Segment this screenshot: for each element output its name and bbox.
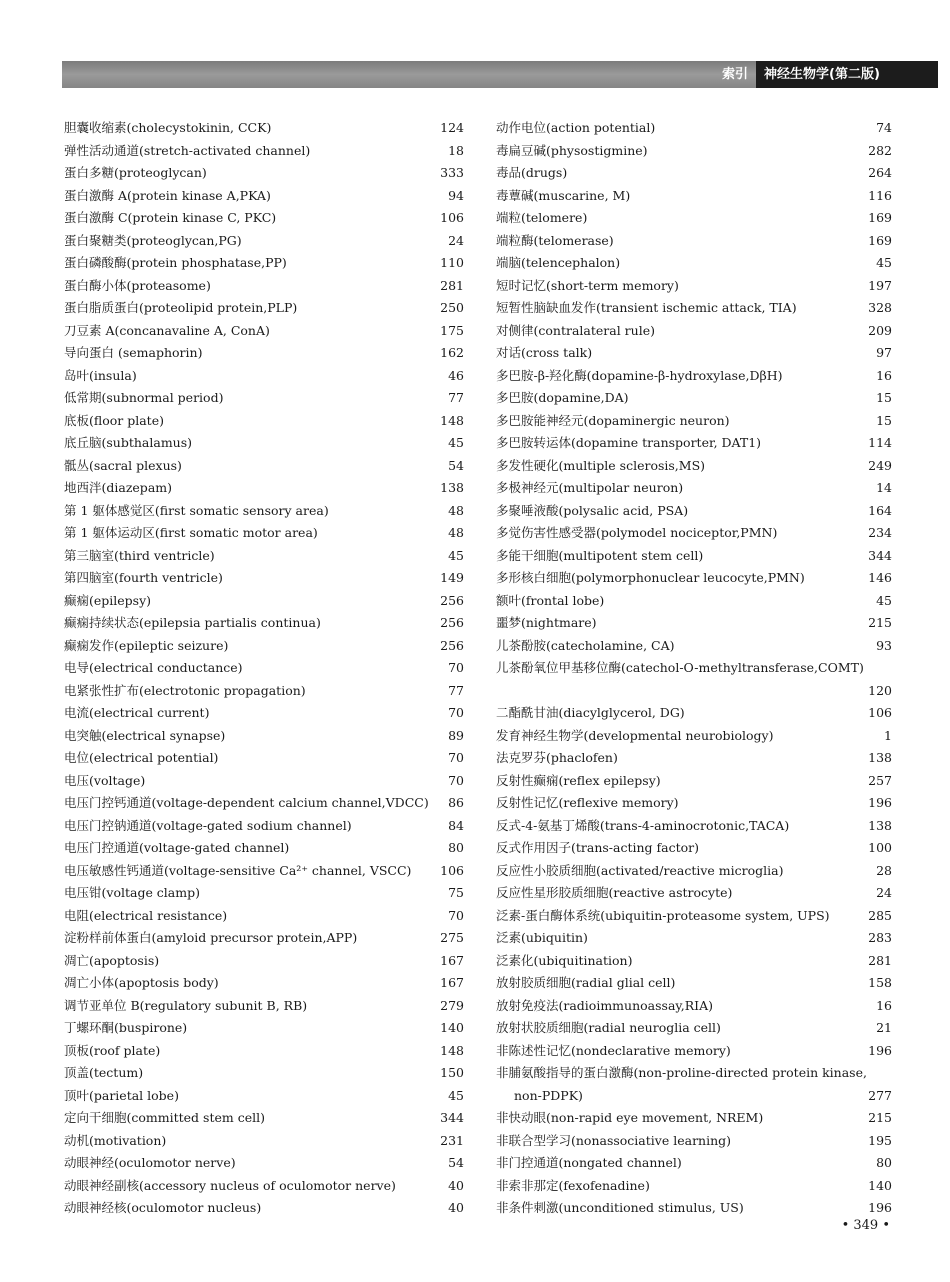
index-page-number: 256 [440, 637, 464, 653]
index-term: 端粒(telomere) [496, 210, 588, 225]
index-term: 地西泮(diazepam) [64, 480, 172, 495]
running-header-book-title: 神经生物学(第二版) [756, 61, 938, 88]
index-term: 顶叶(parietal lobe) [64, 1087, 179, 1103]
index-entry [496, 455, 892, 478]
index-entry [64, 702, 464, 725]
index-term: 放射胶质细胞(radial glial cell) [496, 975, 676, 990]
index-page-number: 45 [448, 435, 464, 450]
index-page-number: 89 [448, 727, 464, 743]
index-term: 放射免疫法(radioimmunoassay,RIA) [496, 997, 714, 1013]
index-term: 第四脑室(fourth ventricle) [64, 570, 223, 585]
index-term: 短时记忆(short-term memory) [496, 277, 679, 293]
index-term: 电阻(electrical resistance) [64, 907, 228, 923]
index-entry [64, 297, 464, 320]
index-entry [496, 275, 892, 298]
index-entry [64, 162, 464, 185]
index-term: 弹性活动通道(stretch-activated channel) [64, 142, 311, 158]
index-entry [64, 365, 464, 388]
index-term: 凋亡小体(apoptosis body) [64, 975, 219, 990]
index-term: 动眼神经副核(accessory nucleus of oculomotor nerve) [64, 1177, 396, 1193]
index-page-number: 97 [876, 345, 892, 360]
index-entry [64, 590, 464, 613]
index-term: 电压敏感性钙通道(voltage-sensitive Ca²⁺ channel, VSCC) [64, 862, 412, 878]
index-page-number: 162 [440, 345, 464, 360]
index-term: 顶板(roof plate) [64, 1042, 161, 1058]
index-page-number: 24 [448, 232, 464, 248]
index-page-number: 77 [448, 390, 464, 405]
index-entry [496, 1017, 892, 1040]
index-entry [496, 567, 892, 590]
index-term: 电压门控钠通道(voltage-gated sodium channel) [64, 817, 352, 833]
index-page-number: 164 [868, 502, 892, 518]
index-page-number: 146 [868, 570, 892, 585]
index-page-number: 124 [440, 120, 464, 135]
index-entry [64, 1175, 464, 1198]
index-term: 儿茶酚胺(catecholamine, CA) [496, 637, 675, 653]
index-page-number: 275 [440, 930, 464, 945]
index-column-left [64, 117, 464, 1220]
index-entry [64, 500, 464, 523]
index-term: 电位(electrical potential) [64, 750, 219, 765]
index-term: 岛叶(insula) [64, 367, 137, 383]
index-term: 多巴胺转运体(dopamine transporter, DAT1) [496, 435, 762, 450]
index-page-number: 231 [440, 1132, 464, 1148]
index-page-number: 196 [868, 1200, 892, 1215]
index-entry [64, 1152, 464, 1175]
index-page-number: 80 [876, 1155, 892, 1170]
index-page-number: 282 [868, 142, 892, 158]
index-term: 非陈述性记忆(nondeclarative memory) [496, 1042, 731, 1058]
index-page-number: 250 [440, 300, 464, 315]
index-page-number: 138 [868, 817, 892, 833]
index-term: 多发性硬化(multiple sclerosis,MS) [496, 457, 706, 473]
index-term: 刀豆素 A(concanavaline A, ConA) [64, 322, 270, 338]
index-page-number: 106 [440, 210, 464, 225]
index-page-number: 196 [868, 795, 892, 810]
index-entry [496, 927, 892, 950]
index-entry [64, 207, 464, 230]
index-term: 癫痫(epilepsy) [64, 592, 152, 608]
index-entry [64, 275, 464, 298]
index-page-number: 149 [440, 570, 464, 585]
index-page-number: 45 [876, 255, 892, 270]
index-term: 额叶(frontal lobe) [496, 592, 605, 608]
index-page-number: 70 [448, 907, 464, 923]
index-term: 第 1 躯体感觉区(first somatic sensory area) [64, 502, 329, 518]
index-entry [64, 770, 464, 793]
index-entry [496, 207, 892, 230]
index-term: 非联合型学习(nonassociative learning) [496, 1132, 732, 1148]
index-term: 非快动眼(non-rapid eye movement, NREM) [496, 1110, 764, 1125]
index-entry [496, 657, 892, 680]
index-page-number: 106 [440, 862, 464, 878]
index-page-number: 138 [440, 480, 464, 495]
index-entry [64, 1062, 464, 1085]
index-term: 非门控通道(nongated channel) [496, 1155, 682, 1170]
index-entry [64, 117, 464, 140]
index-page-number: 18 [448, 142, 464, 158]
index-term: 噩梦(nightmare) [496, 615, 597, 630]
index-entry [496, 1107, 892, 1130]
index-entry [64, 837, 464, 860]
index-page-number: 279 [440, 997, 464, 1013]
index-entry [64, 927, 464, 950]
index-entry [496, 1130, 892, 1153]
index-term: 反射性癫痫(reflex epilepsy) [496, 772, 661, 788]
index-entry [64, 1197, 464, 1220]
index-term: 凋亡(apoptosis) [64, 952, 160, 968]
index-term: 电压(voltage) [64, 772, 146, 788]
index-page-number: 48 [448, 525, 464, 540]
index-term: 泛素(ubiquitin) [496, 930, 588, 945]
index-page-number: 74 [876, 120, 892, 135]
index-page-number: 281 [440, 277, 464, 293]
index-entry [64, 950, 464, 973]
index-term: 泛素化(ubiquitination) [496, 952, 633, 968]
index-term: 蛋白聚糖类(proteoglycan,PG) [64, 232, 242, 248]
index-page-number: 140 [868, 1177, 892, 1193]
index-page-number: 169 [868, 232, 892, 248]
index-entry [64, 882, 464, 905]
index-page-number: 158 [868, 975, 892, 990]
index-term: 反式作用因子(trans-acting factor) [496, 840, 699, 855]
index-entry [496, 792, 892, 815]
index-term: 多巴胺能神经元(dopaminergic neuron) [496, 412, 730, 428]
index-entry [64, 387, 464, 410]
index-entry [496, 590, 892, 613]
index-entry [496, 185, 892, 208]
index-column-right [496, 117, 892, 1220]
index-page-number: 148 [440, 1042, 464, 1058]
index-page-number: 70 [448, 660, 464, 675]
index-entry [64, 815, 464, 838]
index-page-number: 215 [868, 615, 892, 630]
index-term: 调节亚单位 B(regulatory subunit B, RB) [64, 997, 308, 1013]
index-term: 电压门控通道(voltage-gated channel) [64, 840, 290, 855]
index-page-number: 264 [868, 165, 892, 180]
index-term: 动眼神经(oculomotor nerve) [64, 1155, 236, 1170]
index-term: 非索非那定(fexofenadine) [496, 1177, 650, 1193]
index-entry [496, 410, 892, 433]
index-entry [64, 1017, 464, 1040]
index-term: 动机(motivation) [64, 1132, 167, 1148]
index-term: 反式-4-氨基丁烯酸(trans-4-aminocrotonic,TACA) [496, 817, 790, 833]
index-page-number: 344 [868, 547, 892, 563]
index-entry [64, 657, 464, 680]
index-page-number: 333 [440, 165, 464, 180]
index-page-number: 257 [868, 772, 892, 788]
index-term: 泛素-蛋白酶体系统(ubiquitin-proteasome system, UPS) [496, 907, 830, 923]
index-entry [496, 1152, 892, 1175]
index-entry [64, 747, 464, 770]
index-page-number: 344 [440, 1110, 464, 1125]
index-page-number: 45 [448, 1087, 464, 1103]
running-header-index-label: 索引 [721, 67, 748, 82]
index-entry [496, 477, 892, 500]
index-term: 胆囊收缩素(cholecystokinin, CCK) [64, 120, 272, 135]
index-term: 非条件刺激(unconditioned stimulus, US) [496, 1200, 744, 1215]
index-entry [64, 1130, 464, 1153]
index-entry [496, 432, 892, 455]
index-page-number: 21 [876, 1020, 892, 1035]
index-page-number: 256 [440, 615, 464, 630]
index-term: 毒品(drugs) [496, 165, 568, 180]
index-term: 儿茶酚氧位甲基移位酶(catechol-O-methyltransferase,COMT) [496, 660, 864, 675]
index-page-number: 16 [876, 367, 892, 383]
index-entry [496, 140, 892, 163]
index-entry [64, 230, 464, 253]
index-entry [496, 500, 892, 523]
index-entry [496, 387, 892, 410]
index-entry [64, 680, 464, 703]
index-page-number: 84 [448, 817, 464, 833]
index-page-number: 281 [868, 952, 892, 968]
index-term: 反应性小胶质细胞(activated/reactive microglia) [496, 862, 784, 878]
index-entry [64, 545, 464, 568]
index-page-number: 215 [868, 1110, 892, 1125]
index-entry [64, 1107, 464, 1130]
index-entry [496, 1040, 892, 1063]
index-entry [496, 815, 892, 838]
index-entry [496, 162, 892, 185]
index-entry [496, 680, 892, 703]
index-entry [496, 522, 892, 545]
index-page-number: 48 [448, 502, 464, 518]
index-entry [64, 320, 464, 343]
index-page-number: 138 [868, 750, 892, 765]
index-term: 蛋白磷酸酶(protein phosphatase,PP) [64, 255, 287, 270]
index-term: 多巴胺(dopamine,DA) [496, 390, 629, 405]
index-entry [64, 455, 464, 478]
index-page-number: 195 [868, 1132, 892, 1148]
index-entry [496, 1175, 892, 1198]
index-page-number: 86 [448, 795, 464, 810]
index-term: 多觉伤害性感受器(polymodel nociceptor,PMN) [496, 525, 778, 540]
index-entry [496, 1197, 892, 1220]
index-entry [496, 770, 892, 793]
index-entry [64, 612, 464, 635]
index-page-number: 15 [876, 390, 892, 405]
index-entry [496, 702, 892, 725]
index-term: 电导(electrical conductance) [64, 660, 243, 675]
index-entry [496, 230, 892, 253]
index-page-number: 70 [448, 772, 464, 788]
index-page-number: 116 [868, 187, 892, 203]
index-page-number: 285 [868, 907, 892, 923]
index-entry [496, 342, 892, 365]
index-page-number: 277 [868, 1087, 892, 1103]
index-page-number: 114 [868, 435, 892, 450]
index-entry [64, 860, 464, 883]
index-term: 对话(cross talk) [496, 345, 593, 360]
index-term: 对侧律(contralateral rule) [496, 322, 655, 338]
index-term: 多巴胺-β-羟化酶(dopamine-β-hydroxylase,DβH) [496, 367, 783, 383]
index-term: 蛋白脂质蛋白(proteolipid protein,PLP) [64, 300, 298, 315]
index-entry [64, 522, 464, 545]
index-page-number: 93 [876, 637, 892, 653]
index-entry [64, 410, 464, 433]
page-number: • 349 • [841, 1218, 890, 1233]
index-term: 多极神经元(multipolar neuron) [496, 480, 684, 495]
index-entry [496, 612, 892, 635]
index-page-number: 70 [448, 705, 464, 720]
index-page-number: 209 [868, 322, 892, 338]
index-term: 癫痫持续状态(epilepsia partialis continua) [64, 615, 321, 630]
index-page-number: 167 [440, 975, 464, 990]
index-page-number: 110 [440, 255, 464, 270]
index-term: 多聚唾液酸(polysalic acid, PSA) [496, 502, 689, 518]
index-entry [496, 1085, 892, 1108]
index-term: 动眼神经核(oculomotor nucleus) [64, 1200, 262, 1215]
index-term: 放射状胶质细胞(radial neuroglia cell) [496, 1020, 721, 1035]
index-page-number: 94 [448, 187, 464, 203]
index-term: 动作电位(action potential) [496, 120, 656, 135]
index-term: 电突触(electrical synapse) [64, 727, 226, 743]
index-entry [496, 365, 892, 388]
index-page-number: 40 [448, 1177, 464, 1193]
index-term: 癫痫发作(epileptic seizure) [64, 637, 229, 653]
index-term: 底丘脑(subthalamus) [64, 435, 193, 450]
index-page-number: 40 [448, 1200, 464, 1215]
index-term: 蛋白酶小体(proteasome) [64, 277, 211, 293]
index-term: 第三脑室(third ventricle) [64, 547, 215, 563]
index-entry [64, 342, 464, 365]
index-entry [496, 882, 892, 905]
index-term: 端脑(telencephalon) [496, 255, 621, 270]
index-term: 电压门控钙通道(voltage-dependent calcium channel,VDCC) [64, 795, 429, 810]
index-page-number: 150 [440, 1065, 464, 1080]
index-term: 反应性星形胶质细胞(reactive astrocyte) [496, 885, 733, 900]
index-entry [64, 1085, 464, 1108]
index-entry [496, 860, 892, 883]
index-entry [64, 1040, 464, 1063]
index-entry [64, 567, 464, 590]
index-entry [64, 635, 464, 658]
index-term: 电压钳(voltage clamp) [64, 885, 200, 900]
index-term: 毒扁豆碱(physostigmine) [496, 142, 648, 158]
index-term: 电紧张性扩布(electrotonic propagation) [64, 682, 306, 698]
index-entry [64, 185, 464, 208]
index-page-number: 45 [448, 547, 464, 563]
index-term: 丁螺环酮(buspirone) [64, 1020, 188, 1035]
index-page-number: 70 [448, 750, 464, 765]
index-page-number: 197 [868, 277, 892, 293]
index-entry [64, 972, 464, 995]
index-term: 发育神经生物学(developmental neurobiology) [496, 727, 774, 743]
index-page-number: 256 [440, 592, 464, 608]
index-page-number: 120 [868, 682, 892, 698]
index-entry [64, 477, 464, 500]
index-page-number: 14 [876, 480, 892, 495]
index-entry [496, 320, 892, 343]
index-term: 反射性记忆(reflexive memory) [496, 795, 679, 810]
index-entry [496, 747, 892, 770]
index-page-number: 169 [868, 210, 892, 225]
index-page-number: 45 [876, 592, 892, 608]
index-page-number: 148 [440, 412, 464, 428]
index-term: 蛋白多糖(proteoglycan) [64, 165, 207, 180]
index-term: 蛋白激酶 C(protein kinase C, PKC) [64, 210, 277, 225]
index-entry [496, 1062, 892, 1085]
index-term: 法克罗芬(phaclofen) [496, 750, 618, 765]
index-term: 二酯酰甘油(diacylglycerol, DG) [496, 705, 685, 720]
index-page-number: 106 [868, 705, 892, 720]
index-term: 短暂性脑缺血发作(transient ischemic attack, TIA) [496, 300, 797, 315]
index-term: 第 1 躯体运动区(first somatic motor area) [64, 525, 318, 540]
index-term: 定向干细胞(committed stem cell) [64, 1110, 265, 1125]
index-page-number: 1 [884, 727, 892, 743]
index-page-number: 16 [876, 997, 892, 1013]
index-page-number: 167 [440, 952, 464, 968]
index-entry [496, 950, 892, 973]
index-page-number: 15 [876, 412, 892, 428]
index-entry [496, 117, 892, 140]
index-page-number: 54 [448, 1155, 464, 1170]
index-page-number: 24 [876, 885, 892, 900]
index-term: 毒蕈碱(muscarine, M) [496, 187, 631, 203]
index-term: 端粒酶(telomerase) [496, 232, 614, 248]
index-entry [64, 432, 464, 455]
index-entry [64, 905, 464, 928]
index-term: non-PDPK) [514, 1087, 583, 1103]
index-entry [496, 837, 892, 860]
index-entry [64, 140, 464, 163]
index-entry [496, 252, 892, 275]
index-term: 底板(floor plate) [64, 412, 164, 428]
index-entry [64, 725, 464, 748]
index-page-number: 54 [448, 457, 464, 473]
index-term: 非脯氨酸指导的蛋白激酶(non-proline-directed protein kinase, [496, 1065, 867, 1080]
index-page-number: 175 [440, 322, 464, 338]
index-term: 顶盖(tectum) [64, 1065, 144, 1080]
index-page-number: 234 [868, 525, 892, 540]
index-page-number: 46 [448, 367, 464, 383]
index-page-number: 77 [448, 682, 464, 698]
index-term: 电流(electrical current) [64, 705, 210, 720]
index-page-number: 140 [440, 1020, 464, 1035]
index-term: 多形核白细胞(polymorphonuclear leucocyte,PMN) [496, 570, 805, 585]
index-page-number: 80 [448, 840, 464, 855]
index-entry [496, 545, 892, 568]
index-page-number: 75 [448, 885, 464, 900]
index-page-number: 100 [868, 840, 892, 855]
index-entry [64, 252, 464, 275]
index-page-number: 196 [868, 1042, 892, 1058]
index-term: 骶丛(sacral plexus) [64, 457, 182, 473]
index-entry [496, 905, 892, 928]
index-entry [496, 995, 892, 1018]
index-term: 多能干细胞(multipotent stem cell) [496, 547, 704, 563]
index-page-number: 328 [868, 300, 892, 315]
index-entry [496, 635, 892, 658]
index-page-number: 249 [868, 457, 892, 473]
index-term: 淀粉样前体蛋白(amyloid precursor protein,APP) [64, 930, 358, 945]
index-entry [496, 725, 892, 748]
index-term: 蛋白激酶 A(protein kinase A,PKA) [64, 187, 271, 203]
index-entry [64, 792, 464, 815]
index-page-number: 28 [876, 862, 892, 878]
index-entry [496, 297, 892, 320]
index-page-number: 283 [868, 930, 892, 945]
index-entry [64, 995, 464, 1018]
index-term: 低常期(subnormal period) [64, 390, 224, 405]
index-entry [496, 972, 892, 995]
index-term: 导向蛋白 (semaphorin) [64, 345, 203, 360]
